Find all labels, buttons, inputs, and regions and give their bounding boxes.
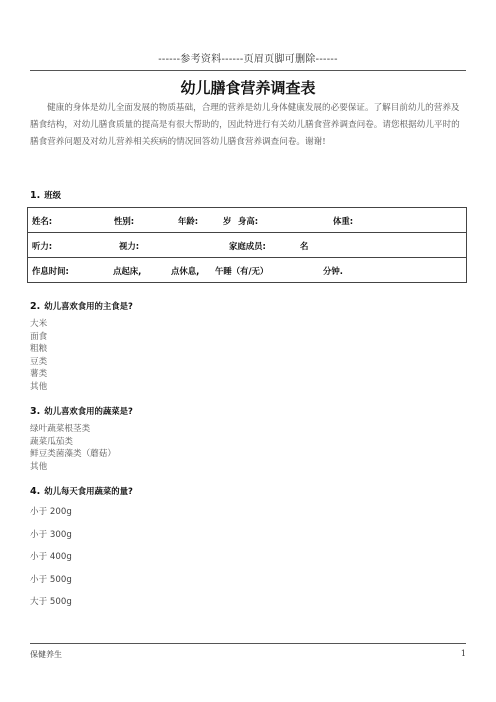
footer-text: 保健养生 — [30, 650, 62, 659]
height-label: 身高: — [238, 216, 259, 226]
section-1-number: 1. — [30, 190, 41, 201]
section-3-label: 幼儿喜欢食用的蔬菜是? — [44, 406, 133, 416]
q2-option: 豆类 — [30, 356, 48, 367]
q3-option: 鲜豆类菌藻类（蘑菇） — [30, 449, 116, 459]
header-divider — [30, 70, 466, 71]
rest-label: 点休息, — [171, 266, 200, 276]
q4-option: 小于 400g — [30, 552, 72, 562]
schedule-label: 作息时间: — [32, 266, 69, 276]
q4-option: 小于 500g — [30, 574, 72, 585]
q3-option: 绿叶蔬菜根茎类 — [30, 424, 91, 434]
footer-divider — [30, 643, 466, 644]
section-3-number: 3. — [30, 406, 41, 417]
page-number: 1 — [460, 649, 466, 658]
q3-options — [30, 423, 116, 473]
info-row-2 — [28, 233, 467, 258]
section-4-number: 4. — [30, 486, 41, 497]
q3-option: 蔬菜瓜茄类 — [30, 436, 73, 447]
q2-option: 大米 — [30, 319, 48, 329]
q2-option: 薯类 — [30, 369, 48, 379]
gender-label: 性别: — [114, 216, 135, 226]
page-header-text: ------参考资料------页眉页脚可删除------ — [158, 54, 338, 65]
section-2-number: 2. — [30, 301, 41, 312]
section-3-heading — [30, 405, 133, 417]
q2-option: 粗粮 — [30, 344, 48, 354]
q2-options — [30, 318, 47, 393]
name-label: 姓名: — [32, 216, 53, 226]
document-title: 幼儿膳食营养调查表 — [180, 79, 316, 97]
q4-option: 小于 300g — [30, 529, 72, 540]
q4-options — [30, 501, 72, 614]
intro-paragraph: 健康的身体是幼儿全面发展的物质基础，合理的营养是幼儿身体健康发展的必要保证。了解目前幼儿的营养及膳食结构，对幼儿膳食质量的提高是有很大帮助的，因此特进行有关幼儿膳食营养调查问卷。请您根据幼儿平时的膳食营养问题及对幼儿营养相关疾病的情况回答幼儿膳食营养调查问卷。谢谢! — [30, 103, 460, 147]
q2-option: 面食 — [30, 331, 48, 342]
info-row-1 — [28, 208, 467, 233]
q4-option: 小于 200g — [30, 507, 72, 517]
age-label: 年龄: — [178, 216, 199, 226]
section-4-heading — [30, 485, 133, 497]
q4-option: 大于 500g — [30, 597, 72, 607]
weight-label: 体重: — [333, 216, 354, 226]
info-cell-2 — [28, 233, 467, 258]
section-1-heading — [30, 189, 61, 201]
info-cell-1 — [28, 208, 467, 233]
section-2-heading — [30, 300, 133, 312]
age-unit: 岁 — [223, 216, 232, 226]
q2-option: 其他 — [30, 381, 48, 392]
section-1-label: 班级 — [44, 190, 61, 200]
family-unit: 名 — [300, 241, 309, 251]
minutes-label: 分钟. — [323, 266, 343, 276]
section-4-label: 幼儿每天食用蔬菜的量? — [44, 486, 133, 496]
hearing-label: 听力: — [32, 241, 53, 251]
q3-option: 其他 — [30, 461, 48, 472]
info-row-3 — [28, 258, 467, 283]
section-2-label: 幼儿喜欢食用的主食是? — [44, 301, 133, 311]
vision-label: 视力: — [119, 241, 140, 251]
info-cell-3 — [28, 258, 467, 283]
info-table — [27, 207, 467, 283]
family-label: 家庭成员: — [229, 241, 266, 251]
nap-label: 午睡（有/无） — [215, 266, 269, 276]
wake-label: 点起床, — [113, 266, 142, 276]
